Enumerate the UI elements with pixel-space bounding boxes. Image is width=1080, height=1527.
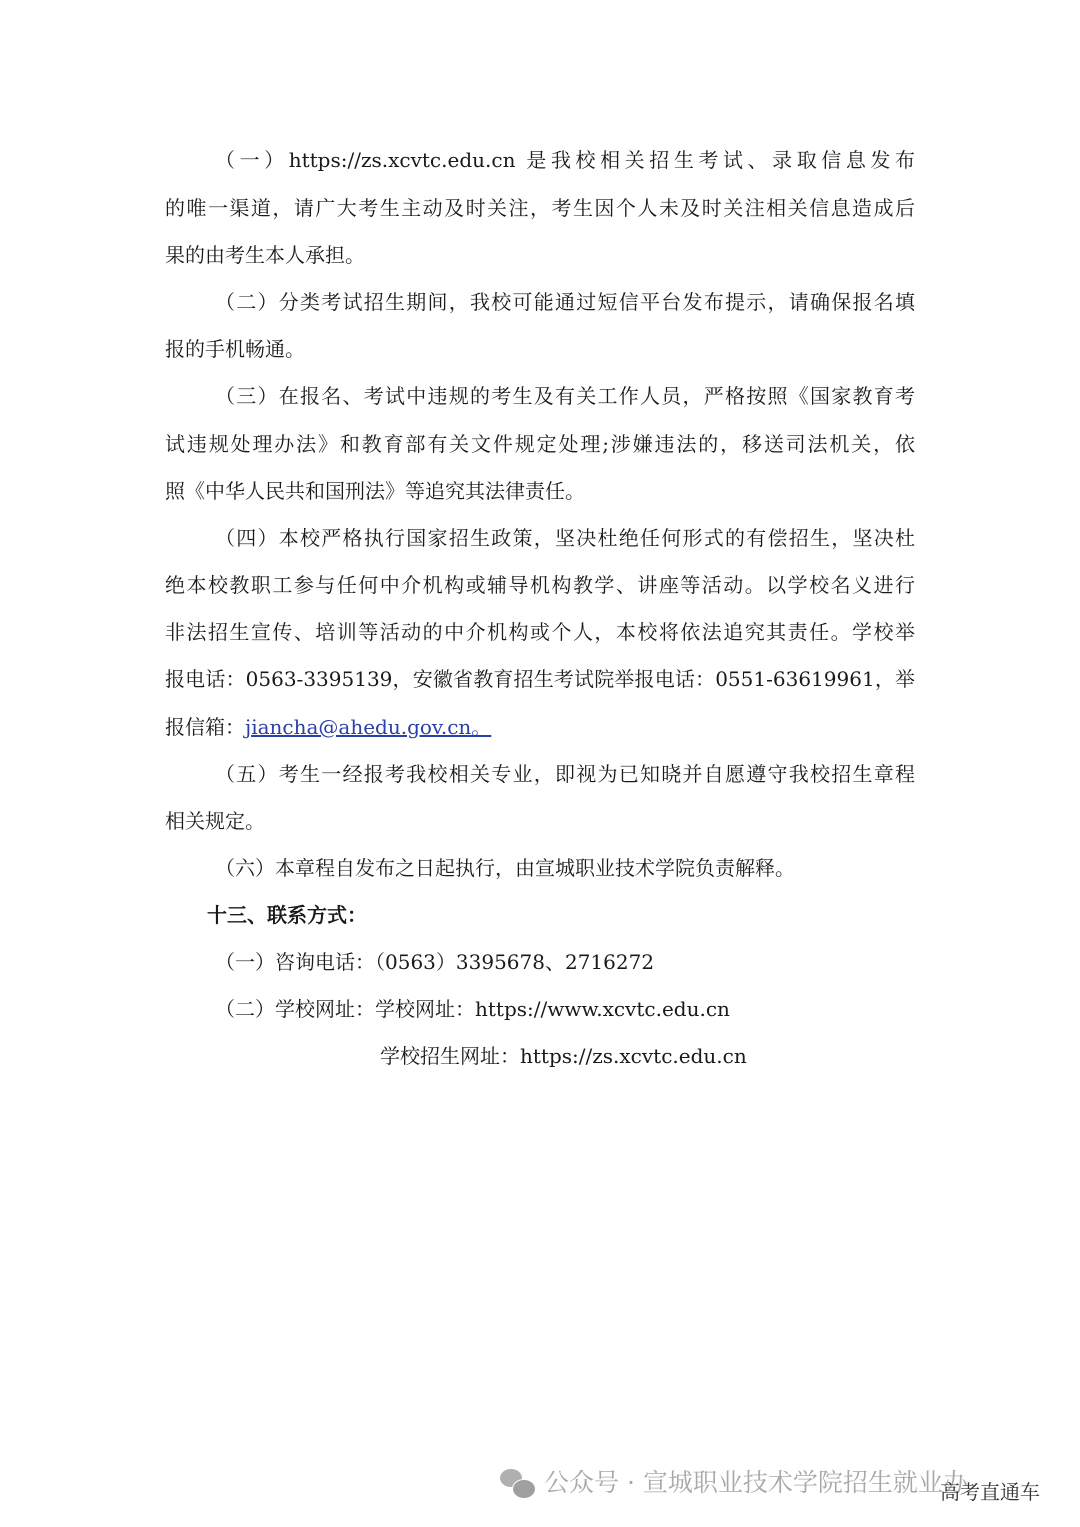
- para-6-line-1: （六）本章程自发布之日起执行，由宣城职业技术学院负责解释。: [215, 856, 795, 880]
- contact-phone: （一）咨询电话：（0563）3395678、2716272: [215, 950, 655, 974]
- contact-admission-website: 学校招生网址：https://zs.xcvtc.edu.cn: [380, 1044, 747, 1068]
- para-4-line-5: [165, 714, 915, 740]
- para-3-line-2: 试违规处理办法》和教育部有关文件规定处理;涉嫌违法的，移送司法机关，依: [165, 432, 915, 456]
- para-4-line-1: （四）本校严格执行国家招生政策，坚决杜绝任何形式的有偿招生，坚决杜: [215, 526, 915, 550]
- email-label: 报信箱：: [165, 715, 245, 739]
- para-5-line-1: （五）考生一经报考我校相关专业，即视为已知晓并自愿遵守我校招生章程: [215, 762, 915, 786]
- watermark-overlay: 高考直通车: [940, 1480, 1040, 1504]
- para-3-line-3: 照《中华人民共和国刑法》等追究其法律责任。: [165, 479, 585, 503]
- contact-school-website: （二）学校网址：学校网址：https://www.xcvtc.edu.cn: [215, 997, 730, 1021]
- para-4-line-4: 报电话：0563-3395139，安徽省教育招生考试院举报电话：0551-63619961，举: [165, 667, 915, 691]
- para-5-line-2: 相关规定。: [165, 809, 265, 833]
- para-4-line-3: 非法招生宣传、培训等活动的中介机构或个人，本校将依法追究其责任。学校举: [165, 620, 915, 644]
- para-2-line-1: （二）分类考试招生期间，我校可能通过短信平台发布提示，请确保报名填: [215, 290, 915, 314]
- watermark: [500, 1463, 968, 1499]
- wechat-icon: [500, 1469, 536, 1499]
- watermark-text: 公众号 · 宣城职业技术学院招生就业办: [544, 1468, 968, 1497]
- para-1-line-3: 果的由考生本人承担。: [165, 243, 365, 267]
- para-2-line-2: 报的手机畅通。: [165, 337, 305, 361]
- para-3-line-1: （三）在报名、考试中违规的考生及有关工作人员，严格按照《国家教育考: [215, 384, 915, 408]
- para-4-line-2: 绝本校教职工参与任何中介机构或辅导机构教学、讲座等活动。以学校名义进行: [165, 573, 915, 597]
- email-link[interactable]: jiancha@ahedu.gov.cn。: [245, 715, 492, 739]
- para-1-line-2: 的唯一渠道，请广大考生主动及时关注，考生因个人未及时关注相关信息造成后: [165, 196, 915, 220]
- para-1-line-1: （一）https://zs.xcvtc.edu.cn 是我校相关招生考试、录取信息发布: [215, 148, 915, 172]
- section-heading-contact: 十三、联系方式：: [207, 903, 367, 927]
